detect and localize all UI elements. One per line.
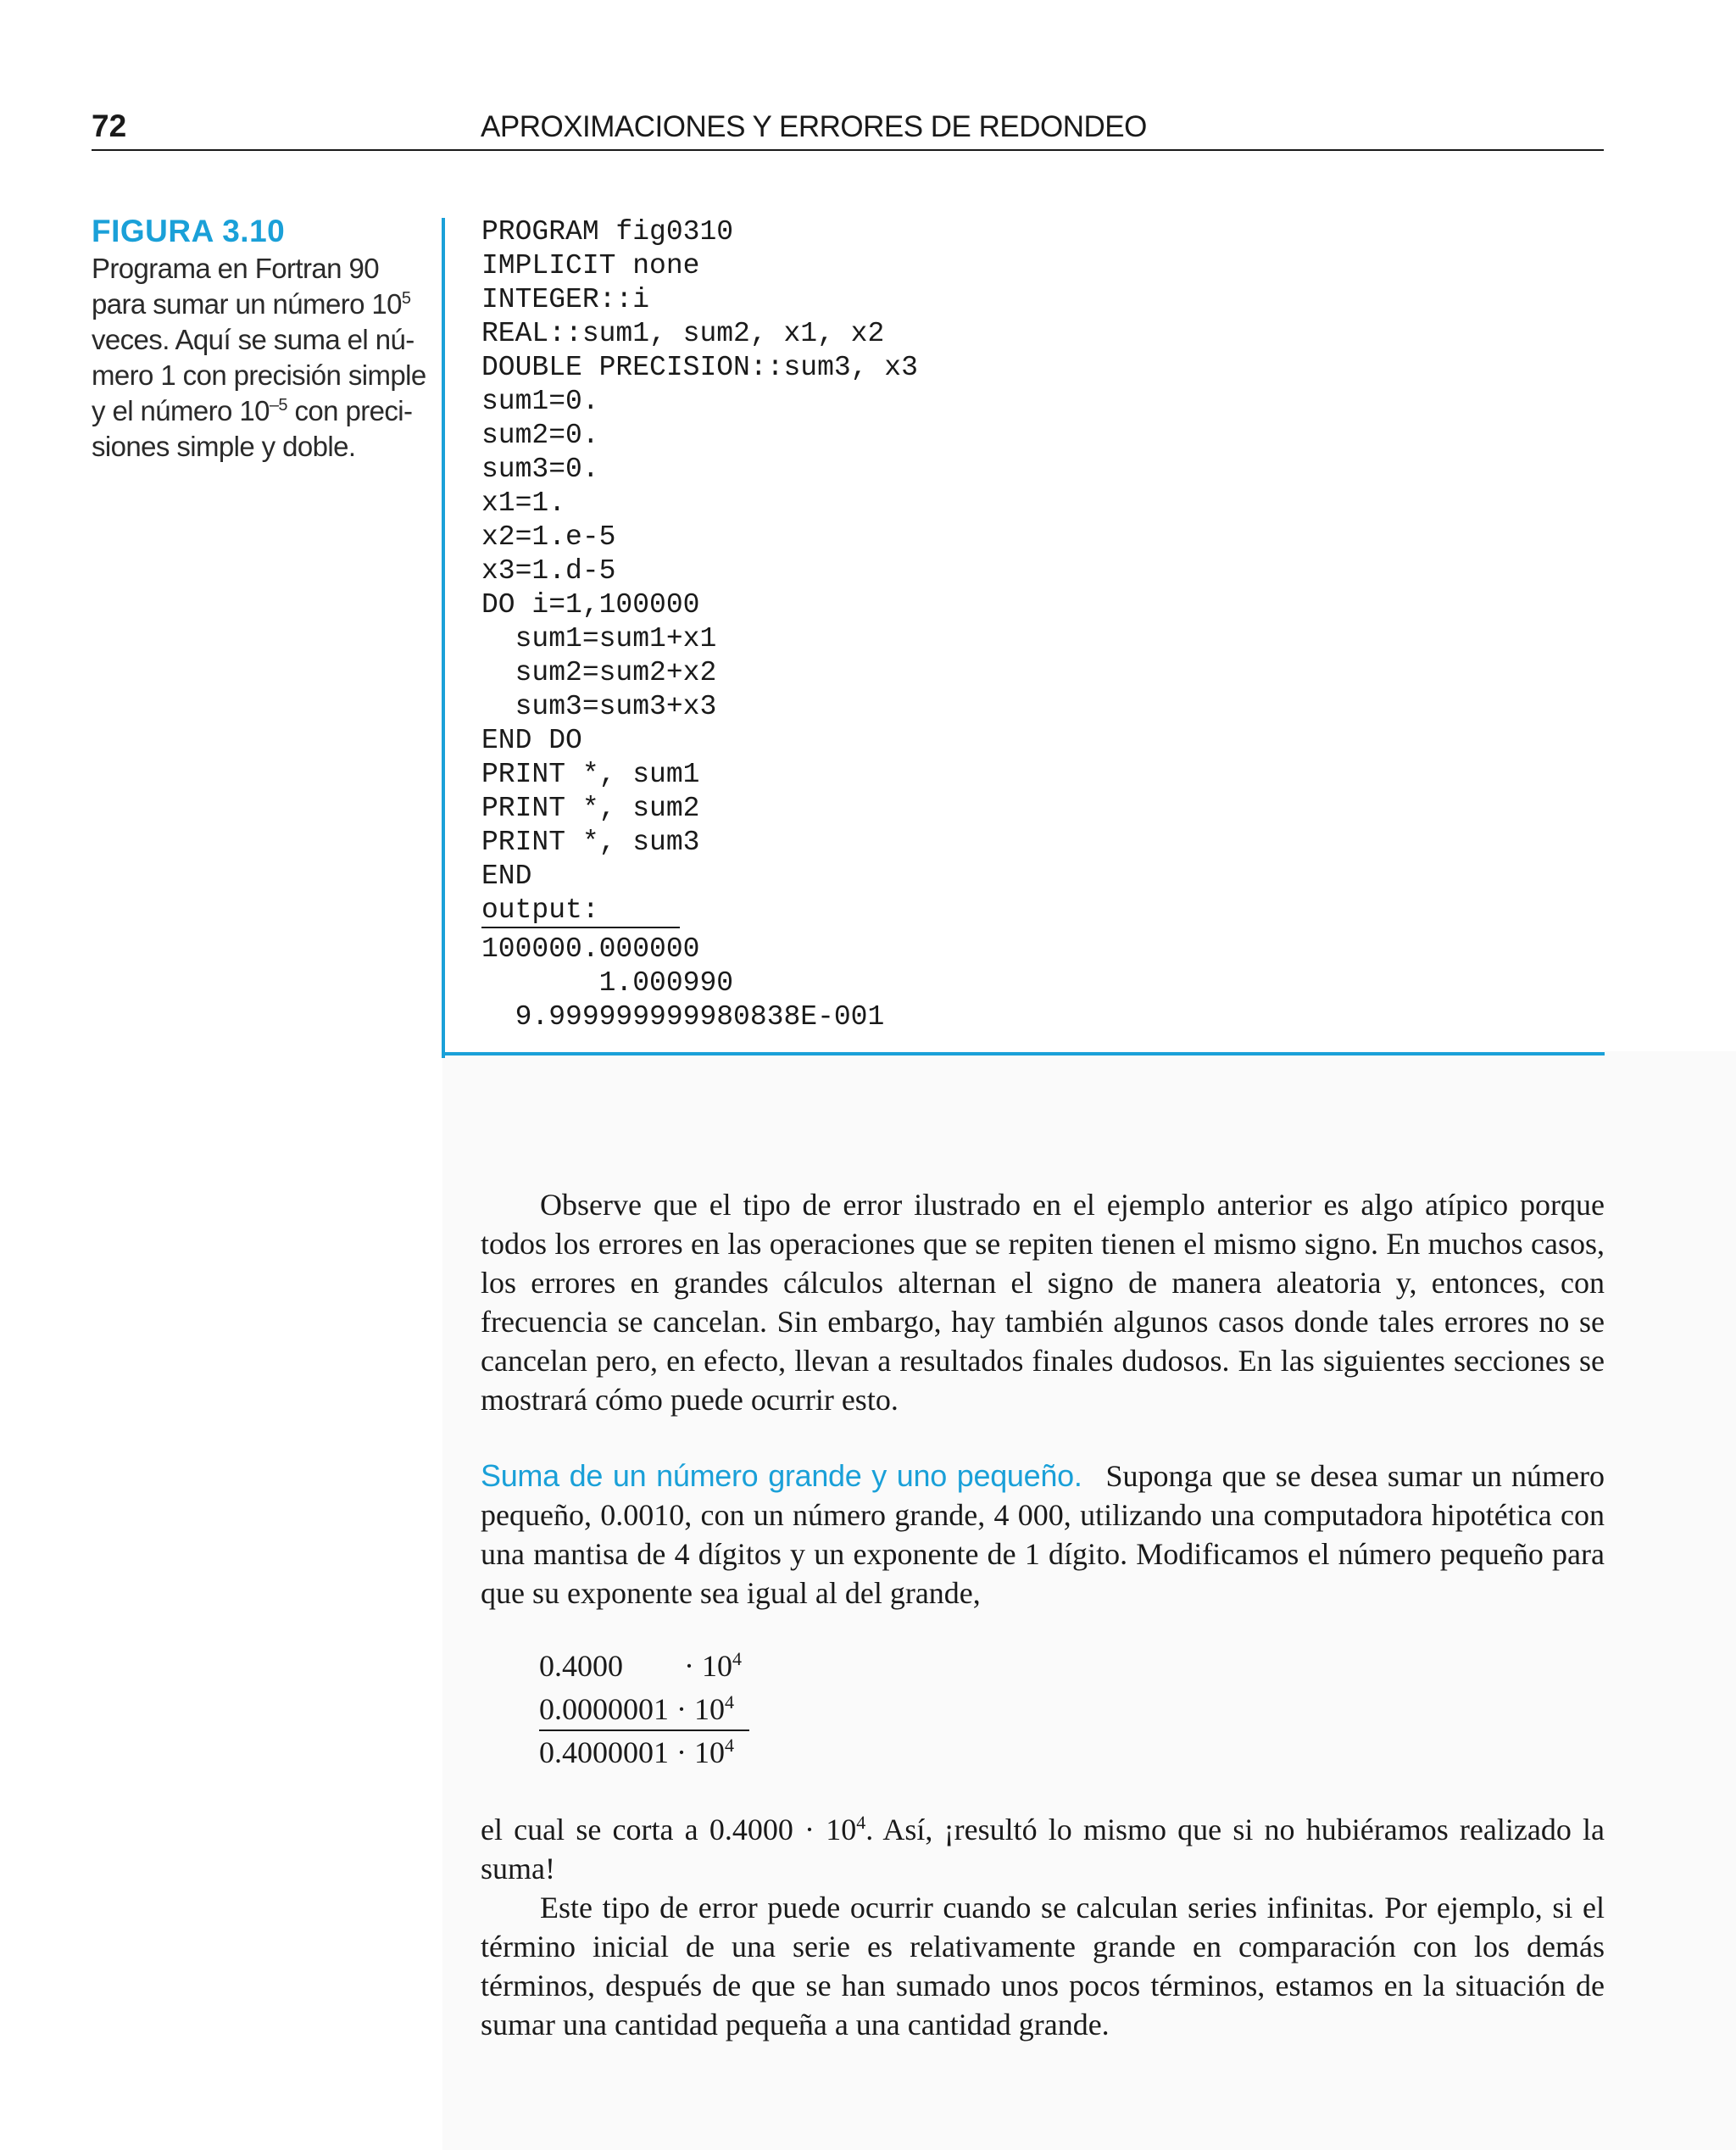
body-paragraph: Este tipo de error puede ocurrir cuando se calculan series infinitas. Por ejemplo, si el término inicial de una serie es relativamente grande en comparación con los demás términos, después de que se han sumado unos pocos términos, estamos en la situación de sumar una cantidad pequeña a una cantidad grande.: [481, 1891, 1605, 2041]
caption-line: siones simple y doble.: [92, 431, 356, 462]
code-line: PRINT *, sum1: [481, 759, 700, 790]
figure-frame-left: [442, 218, 445, 1058]
body-paragraph: Observe que el tipo de error ilustrado en el ejemplo anterior es algo atípico porque todos los errores en las operaciones que se repiten tienen el mismo signo. En muchos casos, los errores en grandes cálculos alternan el signo de manera aleatoria y, entonces, con frecuencia se cancelan. Sin embargo, hay también algunos casos donde tales errores no se cancelan pero, en efecto, llevan a resultados finales dudosos. En las siguientes secciones se mostrará cómo puede ocurrir esto.: [481, 1188, 1605, 1417]
body-paragraph: el cual se corta a $0.4000 \cdot 10^4$. Así, ¡resultó lo mismo que si no hubiéramos realizado la suma!: [481, 1812, 1605, 1885]
chapter-title: APROXIMACIONES Y ERRORES DE REDONDEO: [481, 110, 1147, 143]
code-line: sum1=sum1+x1: [481, 623, 717, 654]
math-line: 0.4000 · $10^4$: [539, 1648, 742, 1683]
code-line: INTEGER::i: [481, 284, 650, 315]
code-line: x2=1.e-5: [481, 521, 616, 553]
fortran-code-listing: [481, 215, 918, 927]
math-line: $0.4000001 \cdot 10^4$: [539, 1735, 734, 1769]
figure-frame-bottom: [442, 1052, 1605, 1056]
code-line: REAL::sum1, sum2, x1, x2: [481, 318, 885, 349]
code-line: IMPLICIT none: [481, 250, 700, 281]
code-line: sum2=0.: [481, 420, 599, 451]
code-line: DOUBLE PRECISION::sum3, x3: [481, 352, 918, 383]
output-line: 1.000990: [481, 967, 734, 999]
code-line: END DO: [481, 725, 582, 756]
code-line: PRINT *, sum2: [481, 793, 700, 824]
code-line: sum3=0.: [481, 454, 599, 485]
caption-line: veces. Aquí se suma el nú-: [92, 324, 415, 355]
code-line: PROGRAM fig0310: [481, 216, 734, 248]
output-line: 100000.000000: [481, 933, 700, 965]
header-rule: [92, 149, 1604, 151]
code-line-output-label: output:: [481, 894, 599, 926]
output-underline: [481, 927, 680, 928]
caption-line: mero 1 con precisión simple: [92, 359, 426, 391]
code-line: sum1=0.: [481, 386, 599, 417]
caption-line: Programa en Fortran 90: [92, 253, 379, 284]
code-line: sum2=sum2+x2: [481, 657, 717, 688]
body-paragraph-section: [481, 1457, 1605, 1612]
code-line: END: [481, 861, 532, 892]
code-line: x1=1.: [481, 487, 566, 519]
math-sum-rule: [539, 1729, 749, 1731]
code-line: PRINT *, sum3: [481, 827, 700, 858]
code-line: x3=1.d-5: [481, 555, 616, 587]
caption-line: para sumar un número $10^5$: [92, 288, 411, 320]
program-output: [481, 933, 884, 1034]
output-line: 9.999999999980838E-001: [481, 1001, 885, 1033]
code-line: sum3=sum3+x3: [481, 691, 717, 722]
page-number: 72: [92, 109, 127, 143]
code-line: DO i=1,100000: [481, 589, 700, 621]
figure-caption: [92, 251, 439, 465]
caption-line: y el número $10^{-5}$ con preci-: [92, 395, 413, 426]
figure-label: FIGURA 3.10: [92, 214, 286, 248]
section-paragraph-text: Suponga que se desea sumar un número pequeño, 0.0010, con un número grande, 4 000, utilizando una computadora hipotética con una mantisa de 4 dígitos y un exponente de 1 dígito. Modificamos el número pequeño para que su exponente sea igual al del grande,: [481, 1459, 1605, 1610]
math-line: $0.0000001 \cdot 10^4$: [539, 1691, 734, 1726]
section-title: Suma de un número grande y uno pequeño.: [481, 1458, 1082, 1493]
